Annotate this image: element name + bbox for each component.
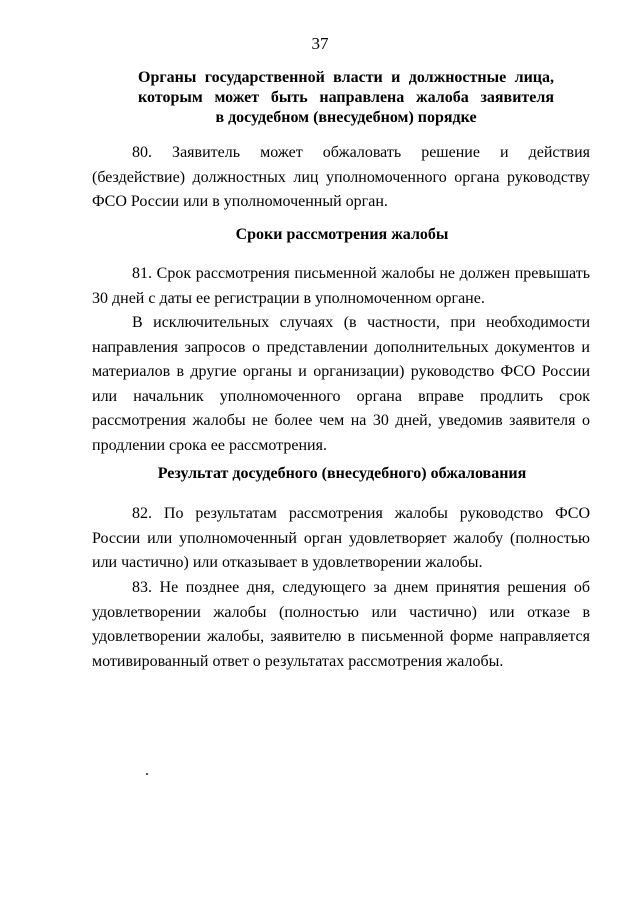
heading-line-3: в досудебном (внесудебном) порядке	[215, 109, 477, 126]
paragraph-81-exceptions: В исключительных случаях (в частности, при необходимости направления запросов о представлении дополнительных документов и материалов в другие органы и организации) руководство ФСО России или начальник уполномоченного органа вправе продлить срок рассмотрения жалобы не более чем на 30 дней, уведомив заявителя о продлении срока ее рассмотрения.	[92, 314, 590, 454]
paragraph-80: 80. Заявитель может обжаловать решение и действия (бездействие) должностных лиц уполномоченного органа руководству ФСО России или в уполномоченный орган.	[92, 144, 590, 210]
section-heading-appeal-result: Результат досудебного (внесудебного) обжалования	[157, 465, 527, 482]
section-heading-authorities	[138, 68, 554, 128]
heading-line-1: Органы государственной власти и должностные лица,	[138, 69, 554, 86]
heading-line-2: которым может быть направлена жалоба заявителя	[138, 89, 554, 106]
paragraph-81: 81. Срок рассмотрения письменной жалобы не должен превышать 30 дней с даты ее регистрации в уполномоченном органе.	[92, 265, 590, 307]
page-number: 37	[311, 34, 329, 53]
paragraph-82: 82. По результатам рассмотрения жалобы руководство ФСО России или уполномоченный орган удовлетворяет жалобу (полностью или частично) или отказывает в удовлетворении жалобы.	[92, 505, 590, 571]
section-heading-review-terms: Сроки рассмотрения жалобы	[235, 226, 449, 243]
paragraph-83: 83. Не позднее дня, следующего за днем принятия решения об удовлетворении жалобы (полностью или частично) или отказе в удовлетворении жалобы, заявителю в письменной форме направляется мотивированный ответ о результатах рассмотрения жалобы.	[92, 579, 590, 670]
scan-speck	[146, 773, 148, 775]
